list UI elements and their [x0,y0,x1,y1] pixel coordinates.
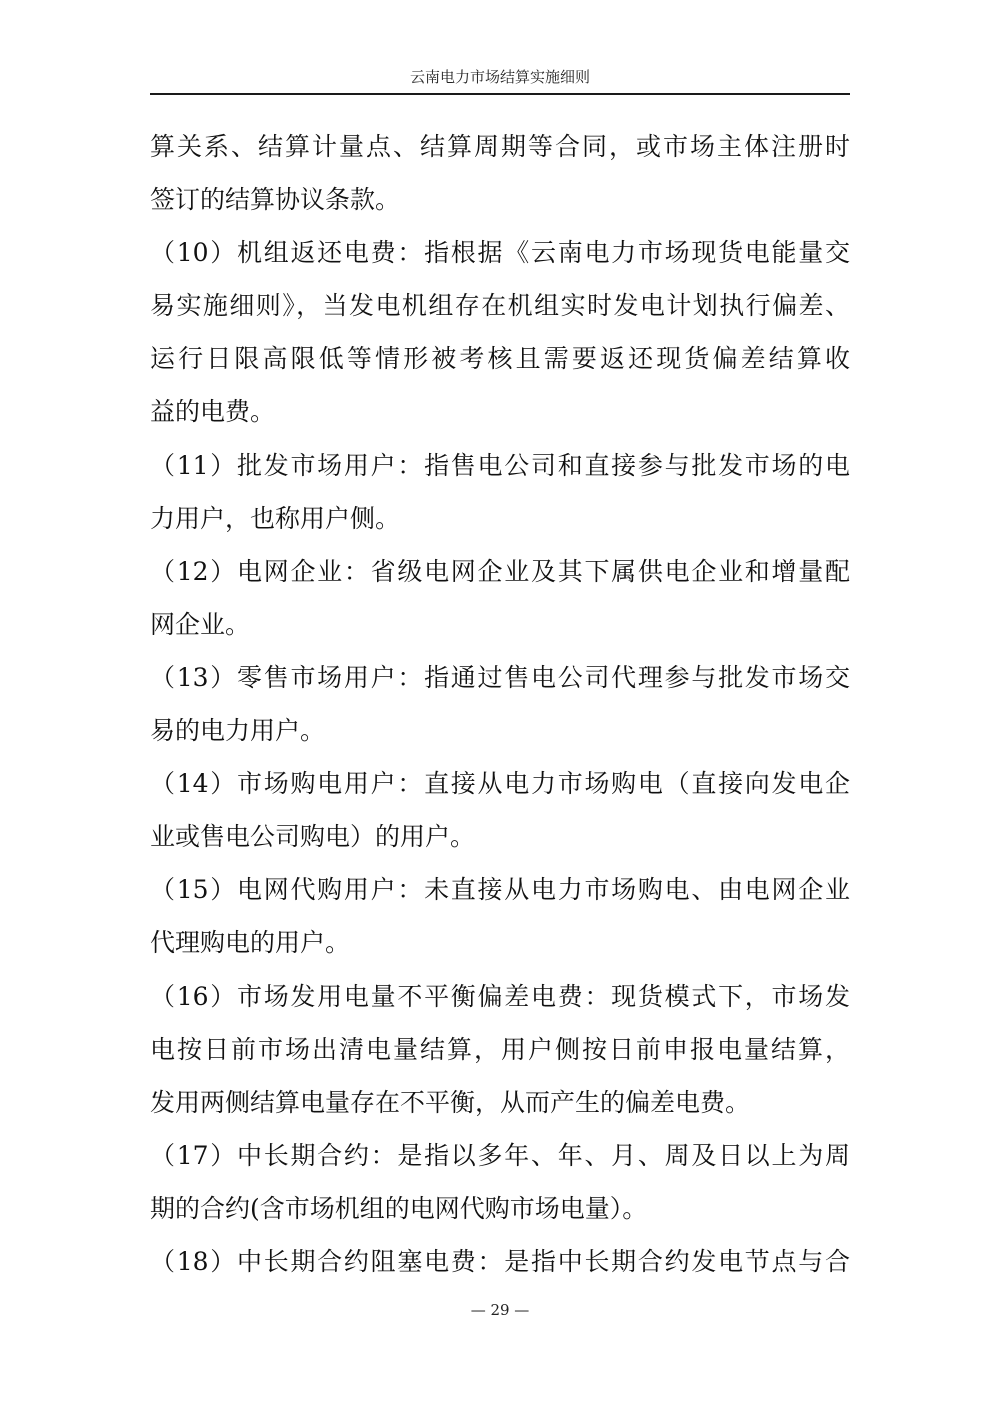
body-line: （11）批发市场用户：指售电公司和直接参与批发市场的电 [150,450,850,480]
header-divider [150,93,850,95]
body-line: 业或售电公司购电）的用户。 [150,822,476,852]
body-line: 易实施细则》，当发电机组存在机组实时发电计划执行偏差、 [150,291,850,321]
body-line: 发用两侧结算电量存在不平衡，从而产生的偏差电费。 [150,1087,751,1117]
body-line: 代理购电的用户。 [150,928,351,958]
body-line: 力用户，也称用户侧。 [150,503,401,533]
body-line: 网企业。 [150,609,251,639]
body-line: （12）电网企业：省级电网企业及其下属供电企业和增量配 [150,556,850,586]
body-line: （15）电网代购用户：未直接从电力市场购电、由电网企业 [150,875,850,905]
body-line: 电按日前市场出清电量结算，用户侧按日前申报电量结算， [150,1034,850,1064]
body-text [150,120,850,1288]
page-header-title: 云南电力市场结算实施细则 [409,68,590,86]
body-line: （10）机组返还电费：指根据《云南电力市场现货电能量交 [150,238,850,268]
body-line: 期的合约(含市场机组的电网代购市场电量）。 [150,1193,648,1223]
body-line: （13）零售市场用户：指通过售电公司代理参与批发市场交 [150,662,850,692]
body-line: （14）市场购电用户：直接从电力市场购电（直接向发电企 [150,769,850,799]
body-line: 易的电力用户。 [150,716,326,746]
body-line: 算关系、结算计量点、结算周期等合同，或市场主体注册时 [150,132,850,161]
body-line: 运行日限高限低等情形被考核且需要返还现货偏差结算收 [150,344,850,374]
page-number: — 29 — [470,1301,530,1319]
body-line: 益的电费。 [150,397,276,427]
body-line: （17）中长期合约：是指以多年、年、月、周及日以上为周 [150,1140,850,1170]
body-line: 签订的结算协议条款。 [150,185,401,215]
body-line: （16）市场发用电量不平衡偏差电费：现货模式下，市场发 [150,981,850,1011]
body-line: （18）中长期合约阻塞电费：是指中长期合约发电节点与合 [150,1246,850,1276]
